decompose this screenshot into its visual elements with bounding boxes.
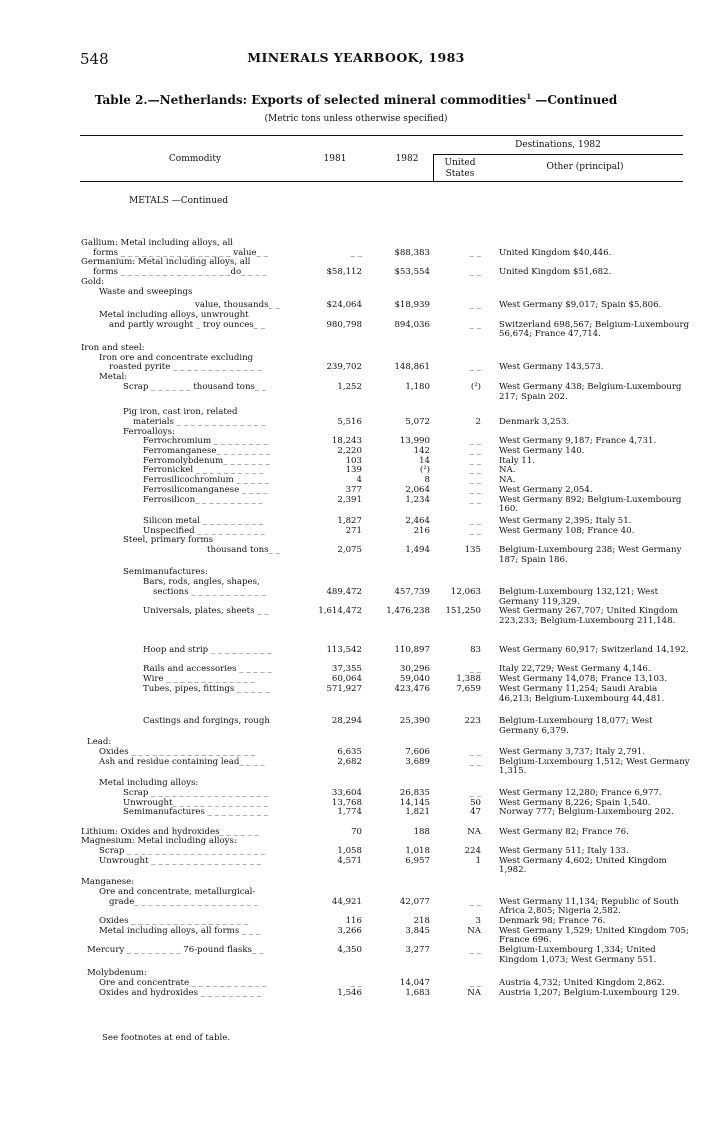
commodity-cell: Ore and concentrate _ _ _ _ _ _ _ _ _ _ _: [99, 978, 267, 989]
united-states-cell: 1: [475, 855, 481, 866]
other-destinations-cell: West Germany 11,254; Saudi Arabia 46,213; Belgium-Luxembourg 44,481.: [499, 683, 665, 704]
other-destinations-cell: West Germany 143,573.: [499, 362, 604, 373]
value-1982-cell: 1,494: [405, 545, 430, 555]
commodity-cell: Unwrought _ _ _ _ _ _ _ _ _ _ _ _ _ _ _ _: [99, 855, 261, 866]
other-destinations-cell: Denmark 98; France 76.: [499, 915, 606, 926]
table-footer: See footnotes at end of table.: [102, 1033, 231, 1043]
value-1981-cell: 2,391: [337, 494, 362, 505]
united-states-cell: _ _: [469, 455, 481, 466]
value-1981-cell: 2,682: [337, 756, 362, 767]
commodity-cell: Universals, plates, sheets _ _: [143, 606, 269, 617]
value-1982-cell: (²): [419, 465, 430, 476]
commodity-cell: grade_ _ _ _ _ _ _ _ _ _ _ _ _ _ _ _ _ _: [109, 896, 259, 907]
united-states-cell: _ _: [469, 515, 481, 526]
commodity-cell: Ferromanganese_ _ _ _ _ _ _ _: [143, 446, 271, 456]
other-destinations-cell: NA.: [499, 465, 516, 476]
commodity-cell: sections _ _ _ _ _ _ _ _ _ _ _: [153, 586, 266, 597]
running-title: MINERALS YEARBOOK, 1983: [247, 50, 465, 65]
united-states-cell: _ _: [469, 525, 481, 536]
value-1981-cell: 271: [345, 525, 362, 536]
value-1982-cell: 148,861: [394, 362, 430, 373]
united-states-cell: _ _: [469, 446, 481, 456]
commodity-cell: Silicon metal _ _ _ _ _ _ _ _ _: [143, 515, 264, 526]
value-1982-cell: 142: [413, 446, 430, 456]
commodity-cell: forms _ _ _ _ _ _ _ _ _ _ _ _ _ _ _ _ value_ _: [93, 247, 268, 258]
commodity-cell: Pig iron, cast iron, related: [123, 407, 238, 418]
value-1981-cell: 1,827: [337, 515, 362, 526]
value-1982-cell: 1,476,238: [386, 606, 430, 617]
column-divider: [433, 154, 434, 181]
other-destinations-cell: West Germany 108; France 40.: [499, 525, 635, 536]
other-destinations-cell: West Germany 267,707; United Kingdom 223,233; Belgium-Luxembourg 211,148.: [499, 606, 678, 626]
united-states-cell: 135: [464, 545, 481, 555]
united-states-cell: _ _: [469, 756, 481, 767]
section-label: METALS —Continued: [129, 196, 229, 206]
other-destinations-cell: West Germany 4,602; United Kingdom 1,982.: [499, 855, 667, 876]
value-1981-cell: 1,774: [337, 807, 362, 818]
value-1982-cell: 25,390: [399, 715, 430, 726]
value-1981-cell: 4,571: [337, 855, 362, 866]
united-states-cell: 223: [464, 715, 481, 726]
value-1981-cell: 60,064: [331, 674, 362, 685]
value-1982-cell: 1,683: [405, 987, 430, 998]
commodity-cell: Ferronickel _ _ _ _ _ _ _ _ _ _: [143, 465, 264, 476]
commodity-cell: Rails and accessories _ _ _ _ _: [143, 664, 272, 675]
united-states-cell: 47: [470, 807, 481, 818]
other-destinations-cell: Italy 11.: [499, 455, 535, 466]
value-1981-cell: 13,768: [331, 797, 362, 808]
commodity-cell: Bars, rods, angles, shapes,: [143, 577, 260, 588]
value-1981-cell: 70: [351, 826, 362, 837]
united-states-cell: _ _: [469, 978, 481, 989]
value-1982-cell: 13,990: [399, 436, 430, 447]
commodity-cell: Mercury _ _ _ _ _ _ _ _ 76-pound flasks_ _: [87, 945, 264, 955]
value-1981-cell: 28,294: [331, 715, 362, 726]
commodity-cell: roasted pyrite _ _ _ _ _ _ _ _ _ _ _ _ _: [109, 362, 262, 373]
value-1982-cell: 423,476: [394, 683, 430, 694]
other-destinations-cell: United Kingdom $40,446.: [499, 247, 612, 258]
united-states-cell: _ _: [469, 319, 481, 330]
united-states-cell: 83: [470, 645, 481, 655]
commodity-cell: Ferroalloys:: [123, 426, 175, 437]
united-states-cell: _ _: [469, 484, 481, 495]
value-1981-cell: 33,604: [331, 787, 362, 798]
commodity-cell: forms _ _ _ _ _ _ _ _ _ _ _ _ _ _ _ _do_ _ _ _: [93, 267, 267, 278]
value-1981-cell: 1,252: [337, 381, 362, 392]
commodity-cell: Ferrochromium _ _ _ _ _ _ _ _: [143, 436, 268, 447]
united-states-cell: _ _: [469, 362, 481, 373]
other-destinations-cell: Belgium-Luxembourg 1,512; West Germany 1,315.: [499, 756, 690, 777]
commodity-cell: Gallium: Metal including alloys, all: [81, 238, 234, 248]
other-destinations-cell: West Germany $9,017; Spain $5,806.: [499, 300, 662, 311]
other-destinations-cell: West Germany 140.: [499, 446, 585, 456]
commodity-cell: Oxides and hydroxides _ _ _ _ _ _ _ _ _: [99, 987, 262, 998]
value-1982-cell: 1,180: [405, 381, 430, 392]
value-1981-cell: 37,355: [331, 664, 362, 675]
united-states-cell: _ _: [469, 664, 481, 675]
value-1982-cell: 14,047: [399, 978, 430, 989]
united-states-cell: _ _: [469, 945, 481, 955]
other-header: Other (principal): [546, 162, 624, 172]
page-number: 548: [80, 50, 109, 68]
value-1982-cell: 14: [419, 455, 430, 466]
commodity-cell: Ferrosilicon_ _ _ _ _ _ _ _ _ _: [143, 494, 263, 505]
commodity-cell: Waste and sweepings: [99, 286, 193, 297]
commodity-cell: materials _ _ _ _ _ _ _ _ _ _ _ _ _: [133, 416, 266, 427]
other-destinations-cell: Switzerland 698,567; Belgium-Luxembourg 56,674; France 47,714.: [499, 319, 690, 340]
commodity-cell: and partly wrought _ troy ounces_ _: [109, 319, 266, 330]
value-1981-cell: 1,546: [337, 987, 362, 998]
value-1982-cell: 7,606: [405, 747, 430, 757]
value-1982-cell: 42,077: [399, 896, 430, 907]
other-destinations-cell: Norway 777; Belgium-Luxembourg 202.: [499, 807, 674, 818]
other-destinations-cell: West Germany 3,737; Italy 2,791.: [499, 747, 646, 757]
united-states-cell: _ _: [469, 300, 481, 311]
united-states-cell: NA: [467, 925, 481, 936]
other-destinations-cell: West Germany 511; Italy 133.: [499, 846, 629, 856]
other-destinations-cell: Italy 22,729; West Germany 4,146.: [499, 664, 651, 675]
destinations-header: Destinations, 1982: [515, 140, 601, 150]
value-1982-cell: 3,689: [405, 756, 430, 767]
value-1981-cell: 377: [345, 484, 362, 495]
other-destinations-cell: Belgium-Luxembourg 238; West Germany 187; Spain 186.: [499, 545, 682, 565]
commodity-cell: Ferromolybdenum_ _ _ _ _ _ _: [143, 455, 270, 466]
value-1981-cell: 489,472: [326, 586, 362, 597]
united-states-cell: _ _: [469, 747, 481, 757]
other-destinations-cell: West Germany 60,917; Switzerland 14,192.: [499, 645, 689, 655]
other-destinations-cell: Belgium-Luxembourg 18,077; West Germany 6,379.: [499, 715, 653, 736]
value-1981-cell: 103: [345, 455, 362, 466]
value-1982-cell: 1,234: [405, 494, 430, 505]
other-destinations-cell: United Kingdom $51,682.: [499, 267, 612, 278]
value-1982-cell: 457,739: [394, 586, 430, 597]
value-1982-cell: 1,018: [405, 846, 430, 856]
value-1982-cell: $53,554: [394, 267, 430, 278]
value-1982-cell: 188: [413, 826, 430, 837]
other-destinations-cell: West Germany 82; France 76.: [499, 826, 629, 837]
commodity-cell: Lithium: Oxides and hydroxides_ _ _ _ _ _: [81, 826, 259, 837]
value-1982-cell: 216: [413, 525, 430, 536]
value-1982-cell: 894,036: [394, 319, 430, 330]
commodity-cell: Metal including alloys, unwrought: [99, 309, 249, 320]
other-destinations-cell: Austria 4,732; United Kingdom 2,862.: [499, 978, 665, 989]
commodity-cell: Oxides _ _ _ _ _ _ _ _ _ _ _ _ _ _ _ _ _ _: [99, 747, 256, 757]
value-1982-cell: 3,845: [405, 925, 430, 936]
commodity-cell: Iron and steel:: [81, 343, 145, 353]
commodity-cell: Oxides _ _ _ _ _ _ _ _ _ _ _ _ _ _ _ _ _: [99, 915, 249, 926]
value-1982-cell: 218: [413, 915, 430, 926]
value-1981-cell: 113,542: [326, 645, 362, 655]
united-states-cell: _ _: [469, 787, 481, 798]
united-states-cell: 151,250: [445, 606, 481, 617]
united-states-cell: 12,063: [450, 586, 481, 597]
table-subtitle: (Metric tons unless otherwise specified): [264, 114, 448, 124]
value-1982-cell: 3,277: [405, 945, 430, 955]
value-1982-cell: 59,040: [399, 674, 430, 685]
value-1982-cell: 14,145: [399, 797, 430, 808]
value-1981-cell: 44,921: [331, 896, 362, 907]
united-states-cell: 7,659: [456, 683, 481, 694]
value-1982-cell: $88,383: [394, 247, 430, 258]
commodity-cell: Unspecified _ _ _ _ _ _ _ _ _ _: [143, 525, 265, 536]
commodity-cell: Germanium: Metal including alloys, all: [81, 257, 251, 268]
commodity-cell: Semimanufactures:: [123, 567, 208, 578]
other-destinations-cell: West Germany 2,395; Italy 51.: [499, 515, 632, 526]
other-destinations-cell: West Germany 12,280; France 6,977.: [499, 787, 662, 798]
value-1982-cell: 26,835: [399, 787, 430, 798]
value-1981-cell: _ _: [350, 247, 362, 258]
commodity-cell: Manganese:: [81, 877, 135, 888]
united-states-cell: 224: [464, 846, 481, 856]
other-destinations-cell: West Germany 438; Belgium-Luxembourg 217; Spain 202.: [499, 381, 682, 402]
value-1981-cell: 980,798: [326, 319, 362, 330]
value-1981-cell: 4,350: [337, 945, 362, 955]
top-rule: [80, 135, 683, 136]
united-states-cell: _ _: [469, 267, 481, 278]
header-rule: [80, 181, 683, 182]
other-destinations-cell: Denmark 3,253.: [499, 416, 570, 427]
commodity-cell: Hoop and strip _ _ _ _ _ _ _ _ _: [143, 645, 272, 655]
col-1981-header: 1981: [323, 154, 347, 164]
value-1981-cell: 1,058: [337, 846, 362, 856]
other-destinations-cell: West Germany 2,054.: [499, 484, 593, 495]
destinations-rule: [433, 154, 683, 155]
value-1981-cell: _ _: [350, 978, 362, 989]
united-states-cell: _ _: [469, 465, 481, 476]
commodity-cell: Semimanufactures _ _ _ _ _ _ _ _ _: [123, 807, 269, 818]
united-states-cell: _ _: [469, 896, 481, 907]
commodity-cell: Molybdenum:: [87, 968, 147, 979]
commodity-cell: Scrap _ _ _ _ _ _ thousand tons_ _: [123, 381, 267, 392]
other-destinations-cell: West Germany 8,226; Spain 1,540.: [499, 797, 651, 808]
united-states-cell: 50: [470, 797, 481, 808]
commodity-cell: Lead:: [87, 737, 112, 748]
value-1982-cell: 2,464: [405, 515, 430, 526]
us-header: United States: [444, 158, 476, 179]
commodity-cell: Ash and residue containing lead_ _ _ _: [99, 756, 265, 767]
value-1982-cell: 8: [424, 475, 430, 486]
commodity-cell: Scrap _ _ _ _ _ _ _ _ _ _ _ _ _ _ _ _ _: [123, 787, 268, 798]
commodity-cell: thousand tons_ _: [207, 545, 280, 555]
commodity-cell: Tubes, pipes, fittings _ _ _ _ _: [143, 683, 270, 694]
commodity-cell: Ore and concentrate, metallurgical-: [99, 886, 256, 897]
table-title: Table 2.—Netherlands: Exports of selected mineral commodities$^1$ —Continued: [94, 92, 618, 107]
united-states-cell: 2: [475, 416, 481, 427]
united-states-cell: NA: [467, 987, 481, 998]
united-states-cell: _ _: [469, 247, 481, 258]
commodity-cell: Metal including alloys, all forms _ _ _: [99, 925, 261, 936]
commodity-cell: Gold:: [81, 276, 105, 287]
commodity-cell: value, thousands_ _: [195, 300, 280, 311]
commodity-cell: Steel, primary forms: [123, 535, 214, 546]
value-1981-cell: 571,927: [326, 683, 362, 694]
value-1981-cell: 18,243: [331, 436, 362, 447]
commodity-cell: Wire _ _ _ _ _ _ _ _ _ _ _ _ _: [143, 674, 255, 685]
value-1981-cell: $58,112: [326, 267, 362, 278]
other-destinations-cell: West Germany 1,529; United Kingdom 705; France 696.: [499, 925, 689, 946]
united-states-cell: _ _: [469, 436, 481, 447]
value-1982-cell: 6,957: [405, 855, 430, 866]
other-destinations-cell: West Germany 14,078; France 13,103.: [499, 674, 668, 685]
united-states-cell: 1,388: [456, 674, 481, 685]
commodity-cell: Metal:: [99, 372, 128, 383]
value-1981-cell: 2,220: [337, 446, 362, 456]
other-destinations-cell: Belgium-Luxembourg 1,334; United Kingdom 1,073; West Germany 551.: [499, 945, 657, 965]
footnote-mark: 1: [526, 92, 532, 101]
commodity-cell: Unwrought_ _ _ _ _ _ _ _ _ _ _ _ _ _: [123, 797, 269, 808]
value-1981-cell: 3,266: [337, 925, 362, 936]
commodity-cell: Metal including alloys:: [99, 778, 199, 789]
value-1982-cell: 30,296: [399, 664, 430, 675]
commodity-cell: Iron ore and concentrate excluding: [99, 352, 254, 363]
commodity-cell: Ferrosilicomanganese _ _ _ _: [143, 484, 268, 495]
value-1981-cell: 239,702: [326, 362, 362, 373]
united-states-cell: NA: [467, 826, 481, 837]
united-states-cell: _ _: [469, 475, 481, 486]
other-destinations-cell: Belgium-Luxembourg 132,121; West Germany 119,329.: [499, 586, 659, 607]
value-1982-cell: 1,821: [405, 807, 430, 818]
commodity-header: Commodity: [168, 154, 222, 164]
col-1982-header: 1982: [395, 154, 419, 164]
value-1981-cell: 4: [356, 475, 362, 486]
value-1981-cell: $24,064: [326, 300, 362, 311]
commodity-cell: Castings and forgings, rough: [143, 715, 270, 726]
value-1981-cell: 116: [345, 915, 362, 926]
united-states-cell: 3: [475, 915, 481, 926]
other-destinations-cell: Austria 1,207; Belgium-Luxembourg 129.: [499, 987, 680, 998]
value-1982-cell: 5,072: [405, 416, 430, 427]
value-1981-cell: 6,635: [337, 747, 362, 757]
other-destinations-cell: West Germany 11,134; Republic of South Africa 2,805; Nigeria 2,582.: [499, 896, 679, 917]
value-1982-cell: 2,064: [405, 484, 430, 495]
value-1982-cell: 110,897: [394, 645, 430, 655]
commodity-cell: Scrap _ _ _ _ _ _ _ _ _ _ _ _ _ _ _ _ _ _ _ _: [99, 846, 266, 856]
other-destinations-cell: NA.: [499, 475, 516, 486]
value-1982-cell: $18,939: [394, 300, 430, 311]
value-1981-cell: 1,614,472: [318, 606, 362, 617]
united-states-cell: (²): [470, 381, 481, 392]
commodity-cell: Magnesium: Metal including alloys:: [81, 836, 237, 847]
value-1981-cell: 139: [345, 465, 362, 476]
value-1981-cell: 5,516: [337, 416, 362, 427]
commodity-cell: Ferrosilicochromium _ _ _ _ _: [143, 475, 269, 486]
united-states-cell: _ _: [469, 494, 481, 505]
other-destinations-cell: West Germany 9,187; France 4,731.: [499, 436, 657, 447]
value-1981-cell: 2,075: [337, 545, 362, 555]
other-destinations-cell: West Germany 892; Belgium-Luxembourg 160.: [499, 494, 682, 515]
